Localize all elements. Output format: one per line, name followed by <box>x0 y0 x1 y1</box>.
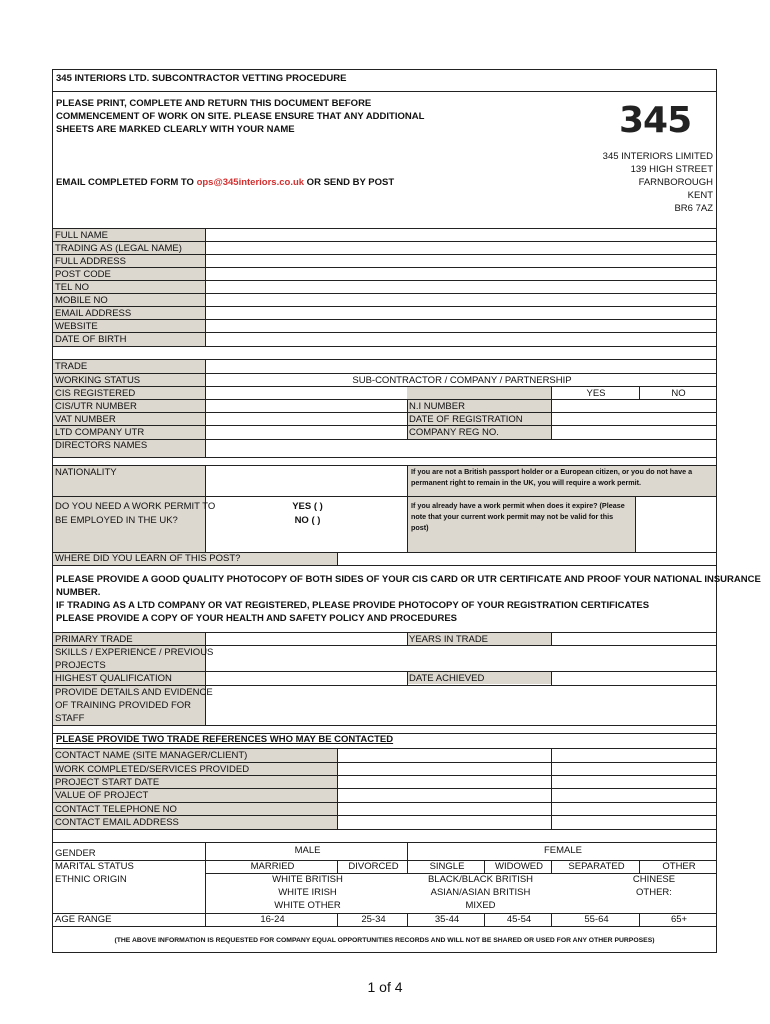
personal-input-area[interactable] <box>206 229 716 346</box>
work-permit-question-2: BE EMPLOYED IN THE UK? <box>55 515 178 526</box>
training-label-2: OF TRAINING PROVIDED FOR <box>55 700 192 711</box>
marital-status-label: MARITAL STATUS <box>55 861 134 872</box>
training-label-3: STAFF <box>55 713 85 724</box>
equality-footnote: (THE ABOVE INFORMATION IS REQUESTED FOR COMPANY EQUAL OPPORTUNITIES RECORDS AND WILL NOT BE SHARED OR USED FOR ANY OTHER PURPOSES) <box>114 937 655 944</box>
age-range-label: AGE RANGE <box>55 914 112 925</box>
ref-email-label: CONTACT EMAIL ADDRESS <box>55 817 179 828</box>
work-permit-question-1: DO YOU NEED A WORK PERMIT TO <box>55 501 216 512</box>
company-reg-label: COMPANY REG NO. <box>409 427 499 438</box>
mobile-no-label: MOBILE NO <box>55 295 108 306</box>
instructions-line-1: PLEASE PRINT, COMPLETE AND RETURN THIS DOCUMENT BEFORE <box>56 98 372 109</box>
skills-label-1: SKILLS / EXPERIENCE / PREVIOUS <box>55 647 214 658</box>
instructions-line-2: COMMENCEMENT OF WORK ON SITE. PLEASE ENSURE THAT ANY ADDITIONAL <box>56 111 425 122</box>
age-65-plus[interactable]: 65+ <box>670 914 688 925</box>
age-25-34[interactable]: 25-34 <box>361 914 386 925</box>
ethnic-white-other[interactable]: WHITE OTHER <box>274 900 341 911</box>
ref-work-completed-label: WORK COMPLETED/SERVICES PROVIDED <box>55 764 250 775</box>
address-line-2: 139 HIGH STREET <box>630 164 713 175</box>
cis-registered-label: CIS REGISTERED <box>55 388 136 399</box>
company-logo: 345 <box>619 100 692 141</box>
notice-line-4: PLEASE PROVIDE A COPY OF YOUR HEALTH AND SAFETY POLICY AND PROCEDURES <box>56 613 457 624</box>
email-link[interactable]: ops@345interiors.co.uk <box>196 177 305 188</box>
trading-as-label: TRADING AS (LEGAL NAME) <box>55 243 182 254</box>
work-permit-note: If you already have a work permit when does it expire? (Please note that your current work permit may not be valid for this post) <box>411 501 625 532</box>
marital-single[interactable]: SINGLE <box>429 861 465 872</box>
ref-value-label: VALUE OF PROJECT <box>55 790 149 801</box>
marital-separated[interactable]: SEPARATED <box>568 861 625 872</box>
work-permit-no[interactable]: NO ( ) <box>294 515 321 526</box>
vat-number-label: VAT NUMBER <box>55 414 116 425</box>
references-heading: PLEASE PROVIDE TWO TRADE REFERENCES WHO MAY BE CONTACTED <box>56 734 394 745</box>
cis-utr-label: CIS/UTR NUMBER <box>55 401 137 412</box>
trade-label: TRADE <box>55 361 88 372</box>
ethnic-white-irish[interactable]: WHITE IRISH <box>278 887 337 898</box>
address-line-3: FARNBOROUGH <box>638 177 713 188</box>
ethnic-white-british[interactable]: WHITE BRITISH <box>272 874 343 885</box>
ethnic-origin-label: ETHNIC ORIGIN <box>55 874 127 885</box>
age-16-24[interactable]: 16-24 <box>260 914 285 925</box>
ethnic-chinese[interactable]: CHINESE <box>632 874 676 885</box>
date-of-birth-label: DATE OF BIRTH <box>55 334 127 345</box>
age-45-54[interactable]: 45-54 <box>506 914 532 925</box>
email-instruction: EMAIL COMPLETED FORM TO ops@345interiors.co.uk OR SEND BY POST <box>56 177 395 188</box>
page-number: 1 of 4 <box>367 979 403 995</box>
gender-female[interactable]: FEMALE <box>543 845 582 856</box>
marital-widowed[interactable]: WIDOWED <box>494 861 544 872</box>
full-address-label: FULL ADDRESS <box>55 256 126 267</box>
age-35-44[interactable]: 35-44 <box>434 914 460 925</box>
ni-number-label: N.I NUMBER <box>409 401 465 412</box>
gender-label: GENDER <box>55 848 96 859</box>
years-in-trade-label: YEARS IN TRADE <box>409 634 489 645</box>
qualification-label: HIGHEST QUALIFICATION <box>55 673 172 684</box>
cis-no-option[interactable]: NO <box>671 388 686 399</box>
ethnic-other[interactable]: OTHER: <box>636 887 672 898</box>
training-label-1: PROVIDE DETAILS AND EVIDENCE <box>55 687 213 698</box>
ethnic-asian-british[interactable]: ASIAN/ASIAN BRITISH <box>430 887 531 898</box>
ltd-utr-label: LTD COMPANY UTR <box>55 427 145 438</box>
ref-contact-name-label: CONTACT NAME (SITE MANAGER/CLIENT) <box>55 750 248 761</box>
directors-label: DIRECTORS NAMES <box>55 440 148 451</box>
cis-yes-option[interactable]: YES <box>586 388 606 399</box>
website-label: WEBSITE <box>55 321 98 332</box>
tel-no-label: TEL NO <box>55 282 89 293</box>
work-permit-yes[interactable]: YES ( ) <box>292 501 323 512</box>
working-status-options[interactable]: SUB-CONTRACTOR / COMPANY / PARTNERSHIP <box>352 375 572 386</box>
age-55-64[interactable]: 55-64 <box>584 914 609 925</box>
notice-line-1: PLEASE PROVIDE A GOOD QUALITY PHOTOCOPY OF BOTH SIDES OF YOUR CIS CARD OR UTR CERTIFICATE AND PROOF YOUR NATIONAL INSURANCE <box>56 574 761 585</box>
notice-line-3: IF TRADING AS A LTD COMPANY OR VAT REGISTERED, PLEASE PROVIDE PHOTOCOPY OF YOUR REGISTRATION CERTIFICATES <box>56 600 650 611</box>
working-status-label: WORKING STATUS <box>55 375 141 386</box>
post-code-label: POST CODE <box>55 269 111 280</box>
form-title: 345 INTERIORS LTD. SUBCONTRACTOR VETTING PROCEDURE <box>56 73 347 84</box>
email-address-label: EMAIL ADDRESS <box>55 308 132 319</box>
ref-telephone-label: CONTACT TELEPHONE NO <box>55 804 177 815</box>
marital-divorced[interactable]: DIVORCED <box>348 861 399 872</box>
address-line-5: BR6 7AZ <box>674 203 713 214</box>
notice-line-2: NUMBER. <box>56 587 101 598</box>
marital-married[interactable]: MARRIED <box>250 861 295 872</box>
gender-male[interactable]: MALE <box>294 845 321 856</box>
nationality-note: If you are not a British passport holder or a European citizen, or you do not have a permanent right to remain in the UK, you will require a work permit. <box>411 467 693 487</box>
marital-other[interactable]: OTHER <box>662 861 696 872</box>
date-achieved-label: DATE ACHIEVED <box>409 673 485 684</box>
address-line-1: 345 INTERIORS LIMITED <box>602 151 713 162</box>
full-name-label: FULL NAME <box>55 230 108 241</box>
ethnic-mixed[interactable]: MIXED <box>465 900 496 911</box>
vetting-form <box>52 69 761 953</box>
skills-label-2: PROJECTS <box>55 660 106 671</box>
date-registration-label: DATE OF REGISTRATION <box>409 414 523 425</box>
address-line-4: KENT <box>687 190 713 201</box>
ref-start-date-label: PROJECT START DATE <box>55 777 160 788</box>
ethnic-black-british[interactable]: BLACK/BLACK BRITISH <box>427 874 534 885</box>
nationality-label: NATIONALITY <box>55 467 117 478</box>
instructions-line-3: SHEETS ARE MARKED CLEARLY WITH YOUR NAME <box>56 124 295 135</box>
learn-of-post-label: WHERE DID YOU LEARN OF THIS POST? <box>55 553 241 564</box>
primary-trade-label: PRIMARY TRADE <box>55 634 133 645</box>
